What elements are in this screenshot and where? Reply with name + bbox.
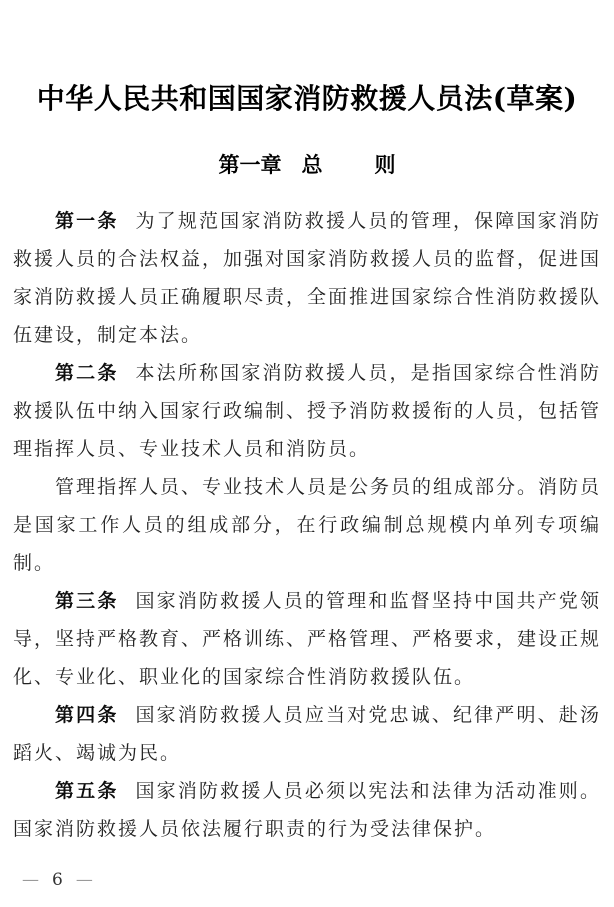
article-4-paragraph (13, 696, 601, 772)
footer-dash-left: — (22, 870, 39, 890)
article-4-number: 第四条 (55, 704, 119, 726)
chapter-number: 第一章 (218, 152, 282, 177)
article-2-text: 本法所称国家消防救援人员，是指国家综合性消防救援队伍中纳入国家行政编制、授予消防救援衔的人员，包括管理指挥人员、专业技术人员和消防员。 (13, 362, 602, 460)
article-3-paragraph (13, 582, 601, 696)
chapter-heading (0, 150, 614, 180)
article-2-number: 第二条 (55, 362, 119, 384)
chapter-name-second: 则 (374, 152, 396, 177)
document-body (13, 202, 601, 848)
article-3-text: 国家消防救援人员的管理和监督坚持中国共产党领导，坚持严格教育、严格训练、严格管理、严格要求，建设正规化、专业化、职业化的国家综合性消防救援队伍。 (13, 590, 602, 688)
article-2-sub-text: 管理指挥人员、专业技术人员是公务员的组成部分。消防员是国家工作人员的组成部分，在行政编制总规模内单列专项编制。 (13, 476, 602, 574)
article-3-number: 第三条 (55, 590, 119, 612)
article-1-text: 为了规范国家消防救援人员的管理，保障国家消防救援人员的合法权益，加强对国家消防救援人员的监督，促进国家消防救援人员正确履职尽责，全面推进国家综合性消防救援队伍建设，制定本法。 (13, 210, 602, 346)
article-4-text: 国家消防救援人员应当对党忠诚、纪律严明、赴汤蹈火、竭诚为民。 (13, 704, 601, 764)
article-5-paragraph (13, 772, 601, 848)
page-number: 6 (52, 870, 63, 890)
footer-dash-right: — (75, 870, 93, 890)
article-1-paragraph (13, 202, 601, 354)
page-footer (22, 869, 93, 891)
article-2-subparagraph (13, 468, 601, 582)
article-5-text: 国家消防救援人员必须以宪法和法律为活动准则。国家消防救援人员依法履行职责的行为受法律保护。 (13, 780, 601, 840)
article-2-paragraph (13, 354, 601, 468)
article-5-number: 第五条 (55, 780, 119, 802)
document-title: 中华人民共和国国家消防救援人员法(草案) (36, 82, 578, 115)
chapter-name-first: 总 (301, 152, 323, 177)
article-1-number: 第一条 (55, 210, 119, 232)
